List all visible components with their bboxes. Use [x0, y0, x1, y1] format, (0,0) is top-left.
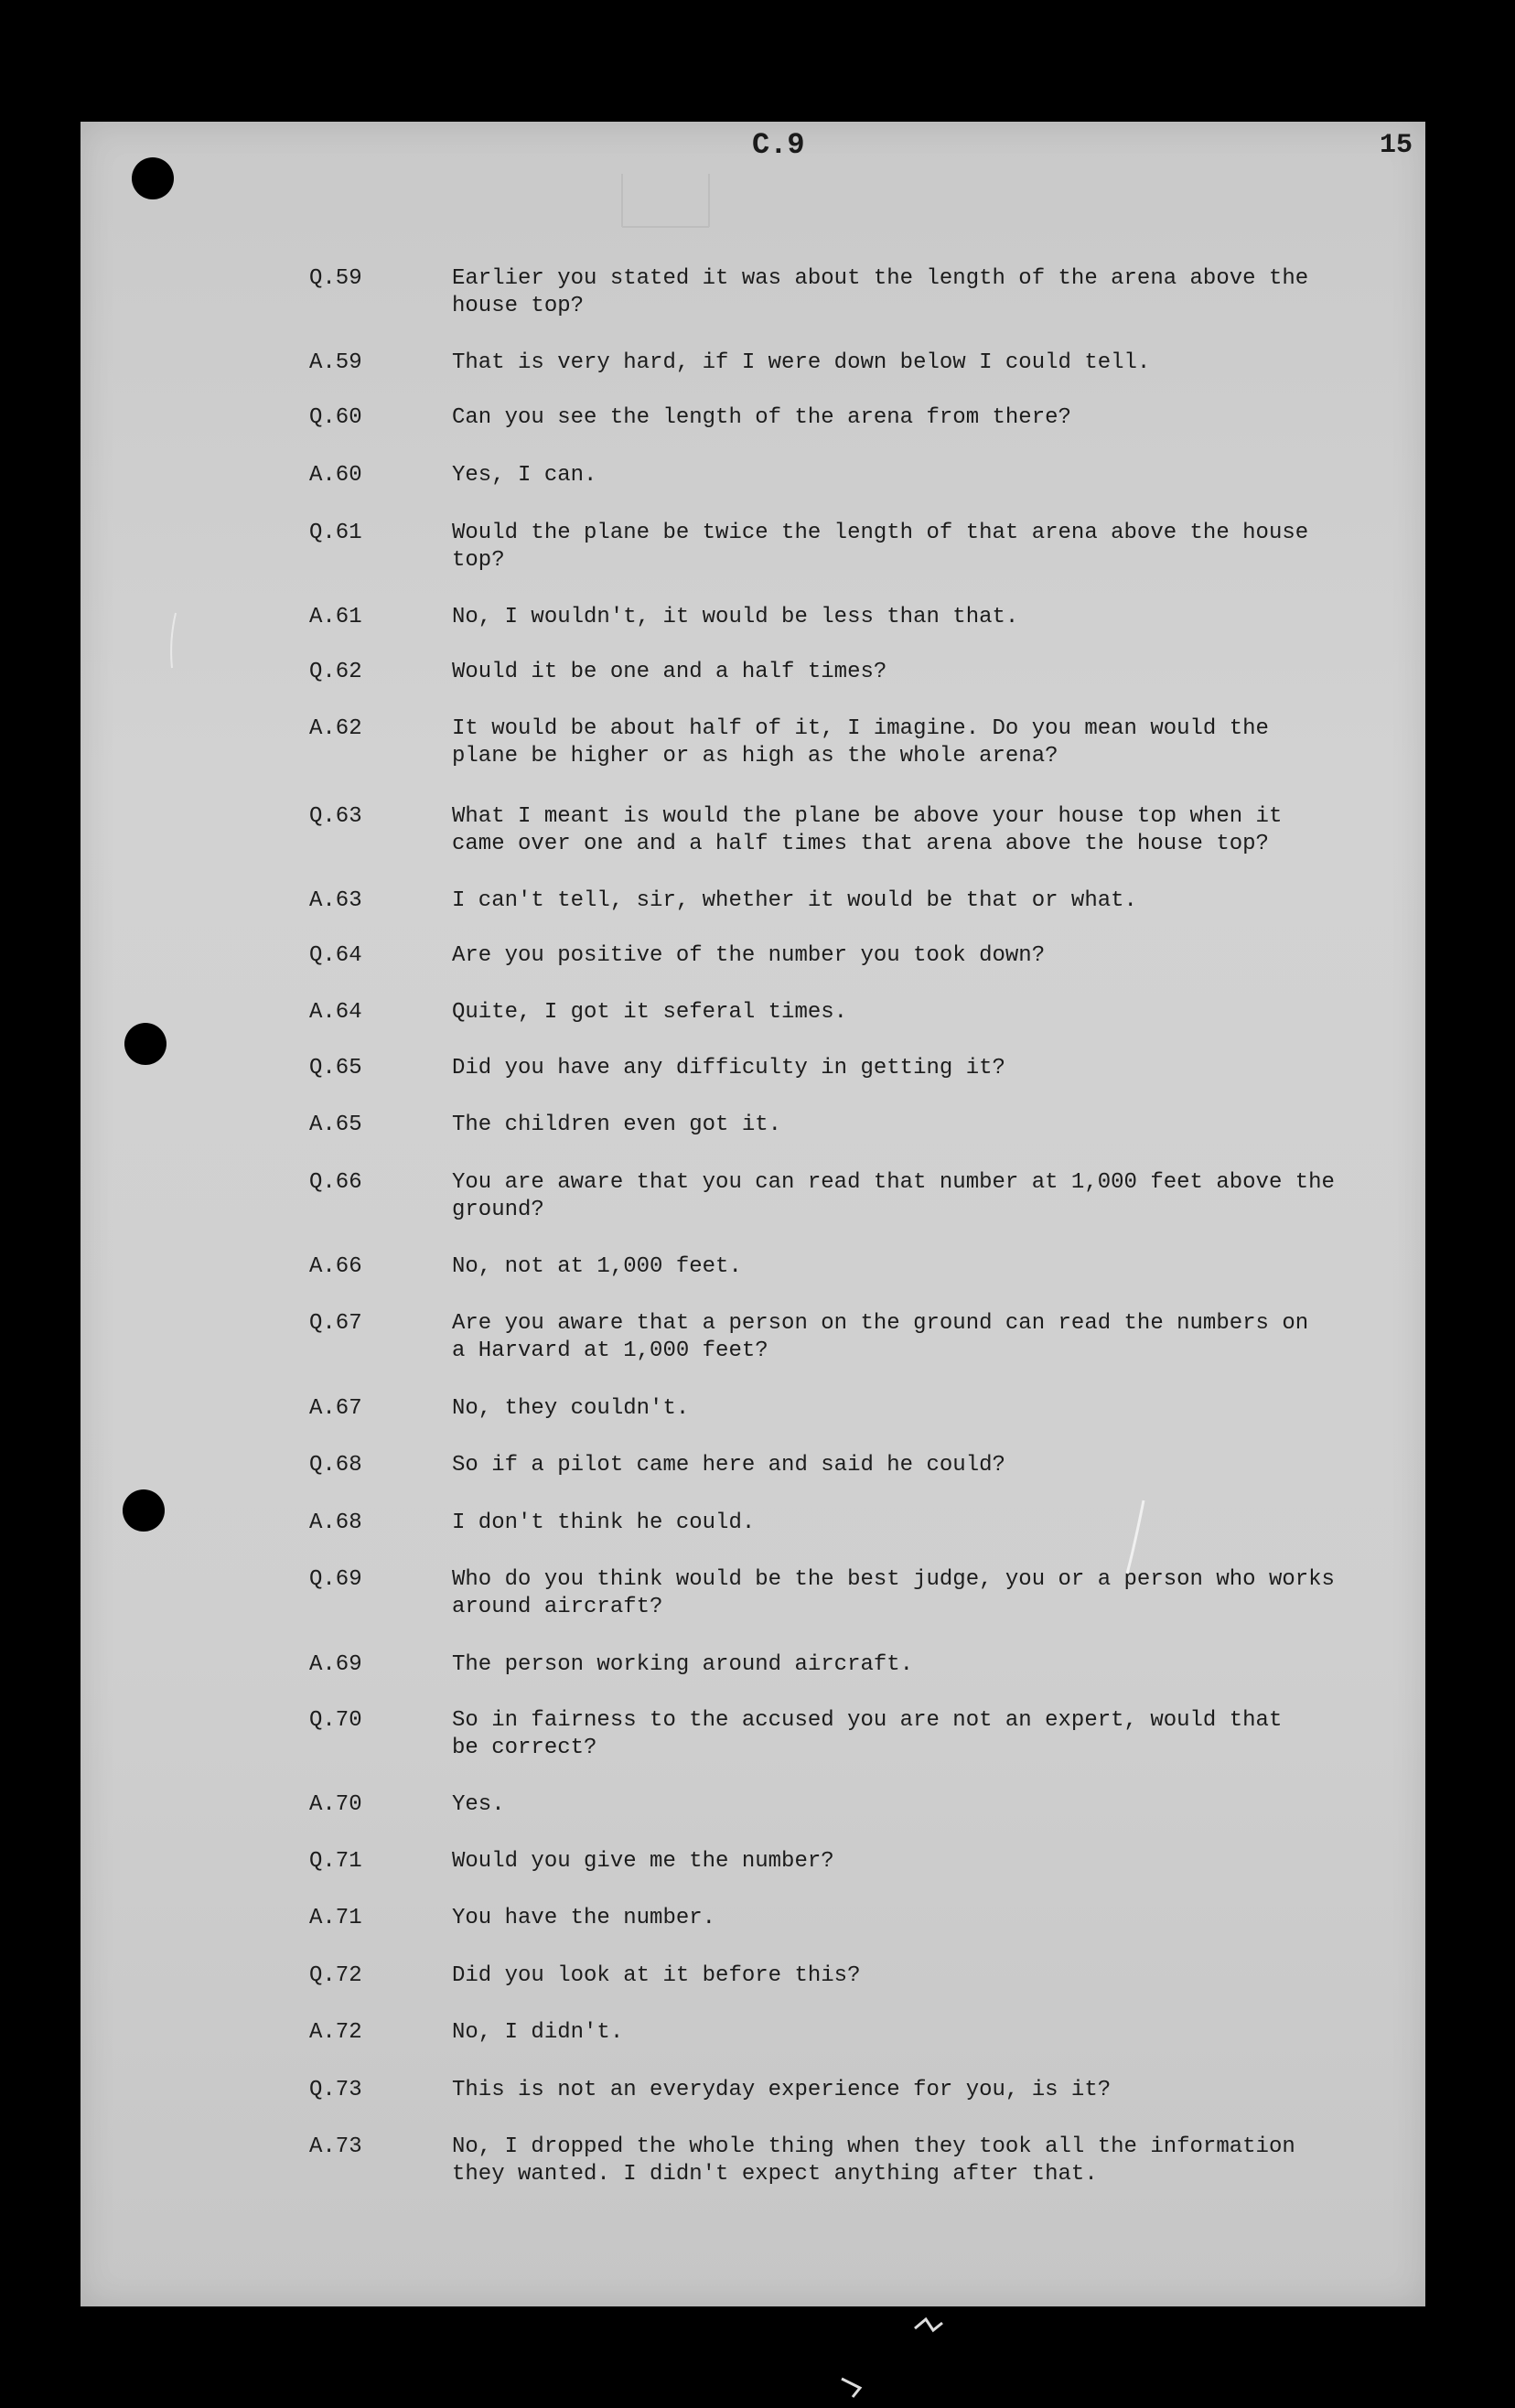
- entry-label: Q.67: [309, 1311, 362, 1336]
- entry-text: No, I wouldn't, it would be less than that.: [452, 605, 1019, 629]
- entry-label: A.73: [309, 2134, 362, 2159]
- entry-text: Did you have any difficulty in getting it?: [452, 1056, 1005, 1080]
- entry-label: Q.69: [309, 1567, 362, 1592]
- entry-text: No, not at 1,000 feet.: [452, 1254, 742, 1279]
- entry-label: A.70: [309, 1792, 362, 1817]
- punch-hole-lower: [123, 1489, 165, 1532]
- entry-label: A.66: [309, 1254, 362, 1279]
- entry-text: Would it be one and a half times?: [452, 660, 887, 684]
- entry-text: I can't tell, sir, whether it would be that or what.: [452, 888, 1137, 913]
- entry-label: A.60: [309, 463, 362, 488]
- entry-label: Q.70: [309, 1708, 362, 1733]
- entry-label: Q.59: [309, 266, 362, 291]
- entry-text: You are aware that you can read that number at 1,000 feet above the ground?: [452, 1170, 1335, 1222]
- entry-label: A.64: [309, 1000, 362, 1025]
- entry-label: A.61: [309, 605, 362, 629]
- entry-text: The children even got it.: [452, 1113, 782, 1137]
- entry-text: What I meant is would the plane be above your house top when it came over one and a half times that arena above the house top?: [452, 804, 1283, 856]
- entry-label: Q.71: [309, 1849, 362, 1874]
- entry-label: A.67: [309, 1396, 362, 1421]
- entry-text: So in fairness to the accused you are not an expert, would that be correct?: [452, 1708, 1283, 1760]
- entry-label: Q.68: [309, 1453, 362, 1478]
- entry-text: Would you give me the number?: [452, 1849, 834, 1874]
- page-number: 15: [1380, 130, 1413, 161]
- entry-text: Yes.: [452, 1792, 505, 1817]
- entry-label: A.72: [309, 2020, 362, 2045]
- entry-label: Q.72: [309, 1963, 362, 1988]
- header-center-mark: C.9: [752, 128, 805, 162]
- entry-label: A.71: [309, 1906, 362, 1930]
- entry-text: Earlier you stated it was about the length of the arena above the house top?: [452, 266, 1309, 318]
- punch-hole-middle: [124, 1023, 167, 1065]
- entry-label: A.63: [309, 888, 362, 913]
- entry-label: A.59: [309, 350, 362, 375]
- entry-label: Q.62: [309, 660, 362, 684]
- entry-text: Can you see the length of the arena from there?: [452, 405, 1071, 430]
- entry-text: The person working around aircraft.: [452, 1652, 914, 1677]
- entry-text: This is not an everyday experience for you, is it?: [452, 2078, 1112, 2102]
- entry-label: A.65: [309, 1113, 362, 1137]
- entry-label: A.69: [309, 1652, 362, 1677]
- entry-text: No, I dropped the whole thing when they took all the information they wanted. I didn't expect anything after that.: [452, 2134, 1295, 2187]
- entry-text: So if a pilot came here and said he could?: [452, 1453, 1005, 1478]
- entry-label: Q.63: [309, 804, 362, 829]
- entry-text: I don't think he could.: [452, 1510, 756, 1535]
- entry-text: It would be about half of it, I imagine. Do you mean would the plane be higher or as high as the whole arena?: [452, 716, 1269, 769]
- entry-label: A.62: [309, 716, 362, 741]
- entry-text: No, I didn't.: [452, 2020, 624, 2045]
- entry-text: Would the plane be twice the length of that arena above the house top?: [452, 521, 1309, 573]
- entry-text: Who do you think would be the best judge, you or a person who works around aircraft?: [452, 1567, 1335, 1619]
- entry-label: Q.61: [309, 521, 362, 545]
- entry-label: A.68: [309, 1510, 362, 1535]
- entry-label: Q.60: [309, 405, 362, 430]
- entry-text: That is very hard, if I were down below I could tell.: [452, 350, 1151, 375]
- entry-text: Yes, I can.: [452, 463, 597, 488]
- entry-label: Q.66: [309, 1170, 362, 1195]
- entry-text: No, they couldn't.: [452, 1396, 690, 1421]
- entry-text: You have the number.: [452, 1906, 716, 1930]
- entry-text: Quite, I got it seferal times.: [452, 1000, 848, 1025]
- entry-text: Are you aware that a person on the ground can read the numbers on a Harvard at 1,000 feet?: [452, 1311, 1309, 1363]
- entry-label: Q.65: [309, 1056, 362, 1080]
- entry-label: Q.64: [309, 943, 362, 968]
- punch-hole-top: [132, 157, 174, 199]
- entry-text: Did you look at it before this?: [452, 1963, 861, 1988]
- entry-label: Q.73: [309, 2078, 362, 2102]
- entry-text: Are you positive of the number you took down?: [452, 943, 1046, 968]
